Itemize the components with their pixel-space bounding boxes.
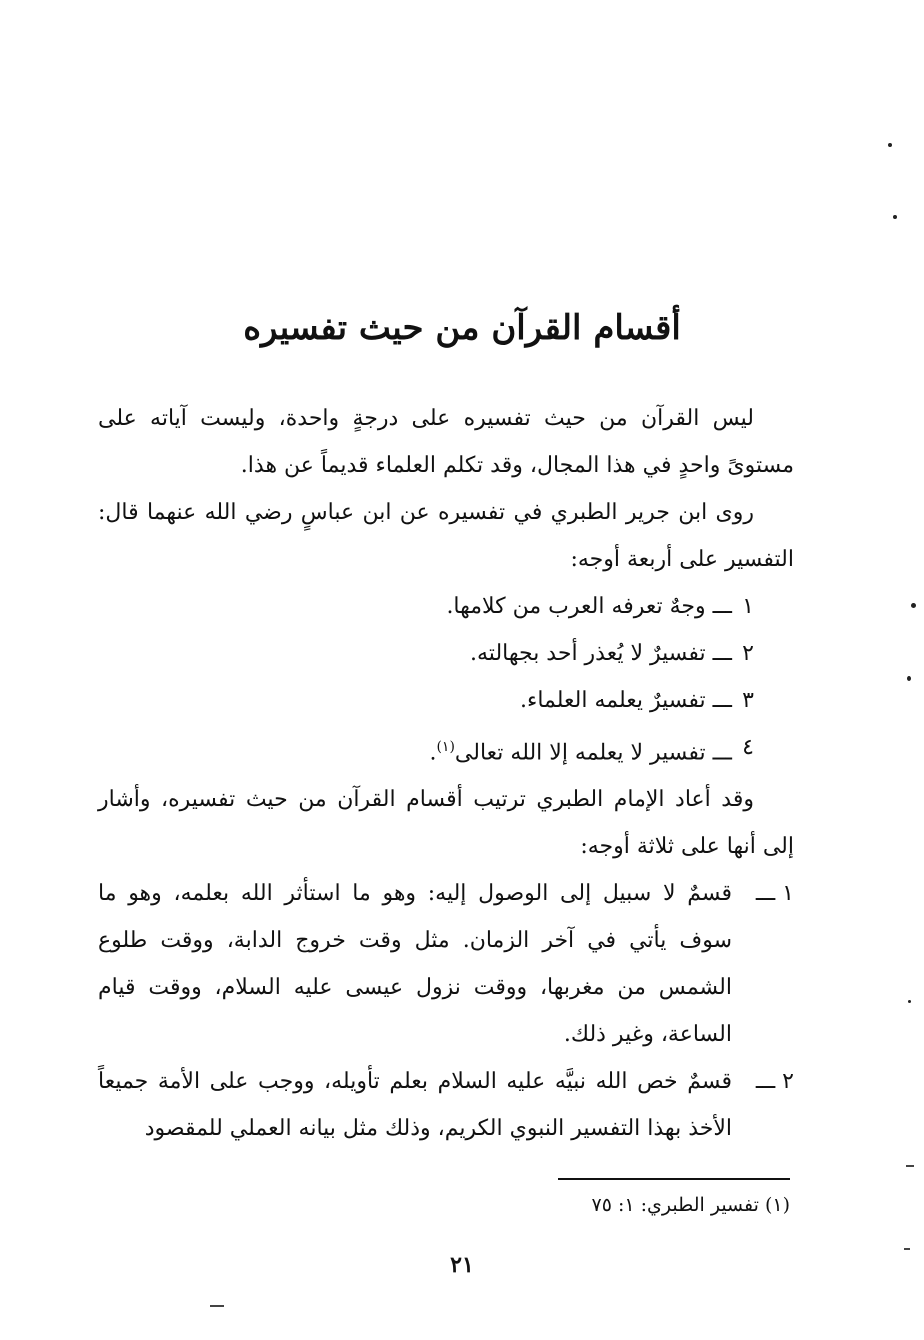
footnote-divider xyxy=(558,1178,790,1180)
list-item-text: تفسيرٌ لا يُعذر أحد بجهالته. xyxy=(470,641,706,666)
list-item xyxy=(98,1058,794,1152)
first-list xyxy=(98,583,794,776)
list-item-text: تفسيرٌ يعلمه العلماء. xyxy=(520,688,706,713)
footnote-reference: (١) xyxy=(436,739,455,755)
narration-paragraph: روى ابن جرير الطبري في تفسيره عن ابن عباسٍ رضي الله عنهما قال: التفسير على أربعة أوجه: xyxy=(98,500,794,572)
list-item-number: ٣ xyxy=(742,688,754,713)
scan-mark xyxy=(904,1248,910,1250)
page-number: ٢١ xyxy=(450,1252,474,1278)
scan-speck xyxy=(908,1000,911,1003)
list-item xyxy=(98,677,794,724)
list-item-dash: ـــ xyxy=(712,641,732,666)
list-item-number: ١ ـــ xyxy=(755,881,794,907)
list-item-text: قسمٌ خص الله نبيَّه عليه السلام بعلم تأويله، ووجب على الأمة جميعاً الأخذ بهذا التفسير النبوي الكريم، وذلك مثل بيانه العملي للمقصود xyxy=(98,1069,732,1142)
transition-paragraph: وقد أعاد الإمام الطبري ترتيب أقسام القرآن من حيث تفسيره، وأشار إلى أنها على ثلاثة أوجه: xyxy=(98,787,794,860)
list-item-text: تفسير لا يعلمه إلا الله تعالى xyxy=(454,740,706,766)
second-list xyxy=(98,870,794,1152)
scan-speck xyxy=(893,215,897,219)
body-text xyxy=(98,395,794,1152)
list-item-end: . xyxy=(429,740,437,766)
list-item xyxy=(98,724,794,776)
scan-speck xyxy=(907,676,911,681)
list-item-number: ٢ ـــ xyxy=(755,1069,794,1095)
list-item-number: ١ xyxy=(742,594,754,619)
list-item-text: قسمٌ لا سبيل إلى الوصول إليه: وهو ما استأثر الله بعلمه، وهو ما سوف يأتي في آخر الزمان. مثل وقت خروج الدابة، ووقت طلوع الشمس من مغربها، ووقت نزول عيسى عليه السلام، ووقت قيام الساعة، وغير ذلك. xyxy=(98,881,732,1048)
list-item-dash: ـــ xyxy=(712,594,732,619)
intro-paragraph: ليس القرآن من حيث تفسيره على درجةٍ واحدة، وليست آياته على مستوىً واحدٍ في هذا المجال، وقد تكلم العلماء قديماً عن هذا. xyxy=(98,406,794,478)
list-item xyxy=(98,583,794,630)
list-item xyxy=(98,870,794,1058)
list-item-text: وجهٌ تعرفه العرب من كلامها. xyxy=(446,594,706,619)
footnote: (١) تفسير الطبري: ١: ٧٥ xyxy=(591,1194,790,1216)
scan-speck xyxy=(888,143,892,147)
list-item-number: ٤ xyxy=(742,735,754,760)
list-item-dash: ـــ xyxy=(712,688,732,713)
list-item-dash: ـــ xyxy=(712,740,732,766)
scan-speck xyxy=(911,603,916,608)
list-item xyxy=(98,630,794,677)
page-title: أقسام القرآن من حيث تفسيره xyxy=(243,308,681,348)
list-item-number: ٢ xyxy=(742,641,754,666)
scan-mark xyxy=(906,1165,914,1167)
scan-mark xyxy=(210,1305,224,1307)
